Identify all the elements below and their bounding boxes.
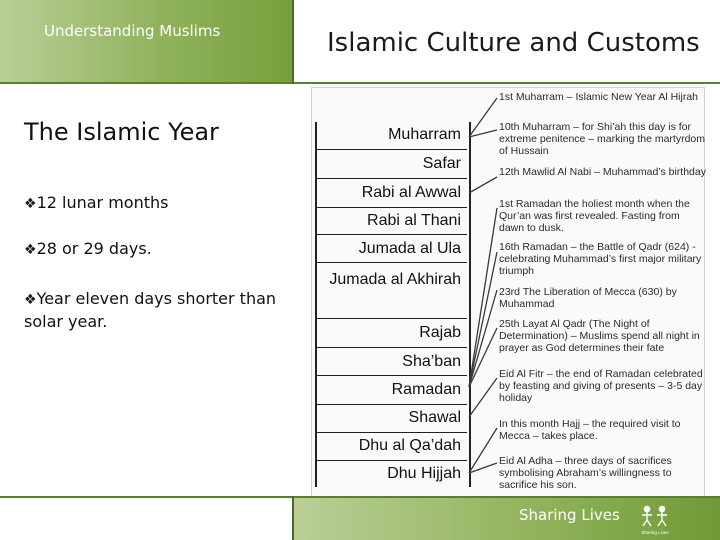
bullet-text: 28 or 29 days. [36,239,152,258]
footer-divider [0,496,720,498]
month-label: Sha’ban [402,353,461,370]
month-label: Jumada al Ula [358,240,461,257]
month-label: Ramadan [391,381,461,398]
month-label: Rabi al Awwal [361,184,461,201]
footer-label: Sharing Lives [519,506,620,524]
month-label: Jumada al Akhirah [329,271,461,288]
event-note: 1st Muharram – Islamic New Year Al Hijrah [499,91,698,103]
month-label: Rabi al Thani [367,212,461,229]
connector-line [469,428,497,473]
month-label: Dhu Hijjah [387,465,461,482]
connector-line [469,290,497,387]
section-heading: The Islamic Year [24,118,219,146]
logo-caption: Sharing Lives [641,530,669,535]
event-note: Eid Al Adha – three days of sacrifices symbolising Abraham’s willingness to sacrifice his son. [499,455,672,491]
event-note: In this month Hajj – the required visit to Mecca – takes place. [499,418,681,442]
brand-title: Understanding Muslims [44,22,221,40]
connector-line [469,378,497,417]
event-note: 25th Layat Al Qadr (The Night of Determination) – Muslims spend all night in prayer as God determines their fate [499,318,700,354]
sharing-lives-logo-icon [638,504,672,536]
connector-line [469,252,497,387]
month-label: Rajab [419,324,461,341]
month-label: Dhu al Qa’dah [358,437,461,454]
connector-line [469,177,497,193]
slide-title: Islamic Culture and Customs [327,28,700,58]
diamond-bullet-icon: ❖ [24,242,37,258]
month-label: Safar [422,155,461,172]
event-note: 1st Ramadan the holiest month when the Qur’an was first revealed. Fasting from dawn to dusk. [499,198,690,234]
event-note: 12th Mawlid Al Nabi – Muhammad’s birthday [499,166,706,178]
footer-vertical-divider [292,496,294,540]
event-note: 23rd The Liberation of Mecca (630) by Muhammad [499,286,677,310]
diamond-bullet-icon: ❖ [24,292,37,308]
month-label: Shawal [408,409,461,426]
connector-line [469,463,497,473]
bullet-text: Year eleven days shorter than solar year. [24,289,277,331]
diamond-bullet-icon: ❖ [24,196,37,212]
event-note: Eid Al Fitr – the end of Ramadan celebrated by feasting and giving of presents – 3-5 day holiday [499,368,703,404]
connector-line [469,208,497,387]
event-note: 16th Ramadan – the Battle of Qadr (624) - celebrating Muhammad’s first major military triumph [499,241,702,277]
event-note: 10th Muharram – for Shi’ah this day is for extreme penitence – marking the martyrdom of Hussain [499,121,706,157]
month-label: Muharram [388,126,461,143]
bullet-text: 12 lunar months [36,193,169,212]
